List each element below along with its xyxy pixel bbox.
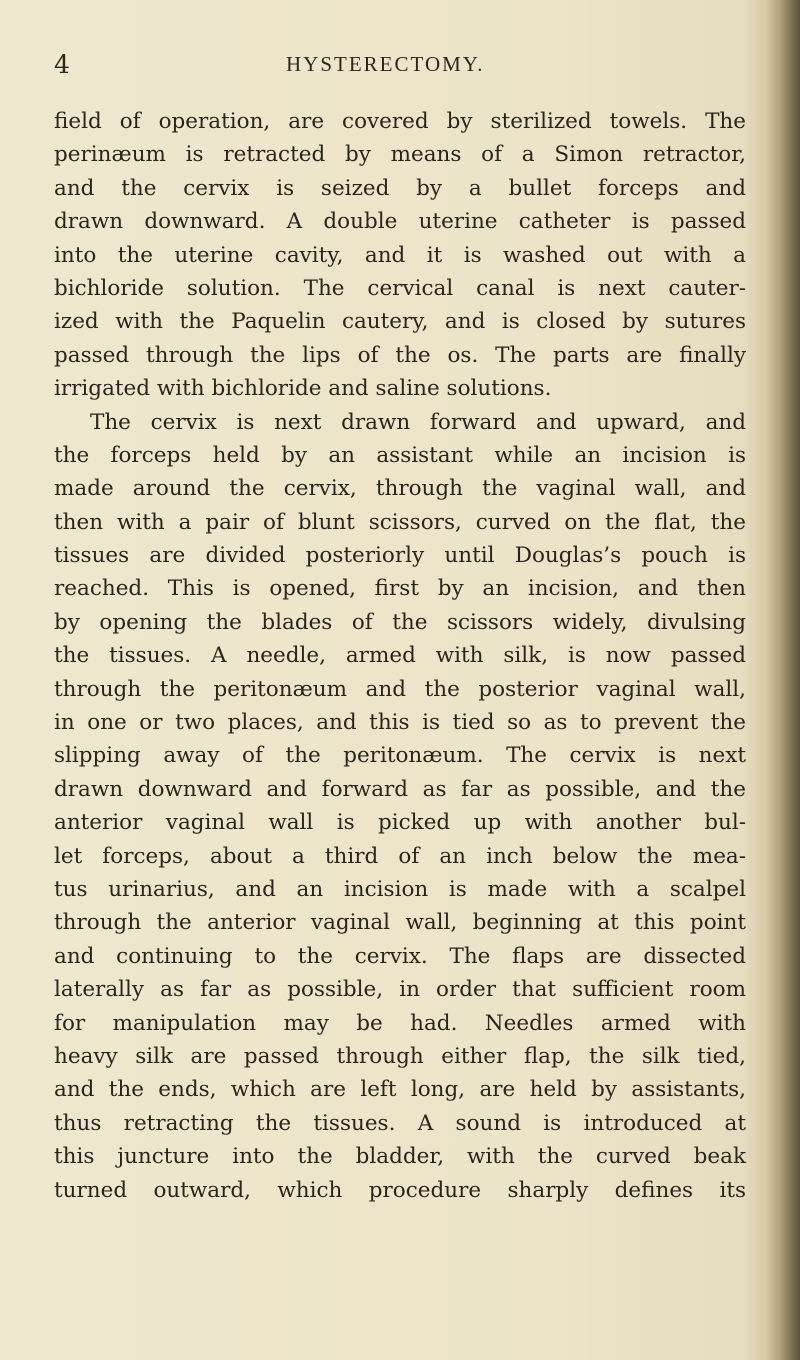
text-line: drawn downward and forward as far as possible, and the: [54, 776, 746, 802]
text-line: turned outward, which procedure sharply defines its: [54, 1177, 746, 1203]
text-line: drawn downward. A double uterine catheter is passed: [54, 209, 746, 235]
paragraph-start-line: The cervix is next drawn forward and upward, and: [90, 409, 746, 435]
text-line: and the cervix is seized by a bullet forceps and: [54, 175, 746, 201]
text-line: and continuing to the cervix. The flaps are dissected: [54, 943, 746, 969]
text-line: bichloride solution. The cervical canal is next cauter-: [54, 275, 746, 301]
text-line: reached. This is opened, first by an incision, and then: [54, 576, 746, 602]
text-line: thus retracting the tissues. A sound is introduced at: [54, 1110, 746, 1136]
text-line: this juncture into the bladder, with the curved beak: [54, 1144, 746, 1170]
text-line: in one or two places, and this is tied so as to prevent the: [54, 710, 746, 736]
text-line: passed through the lips of the os. The parts are finally: [54, 342, 746, 368]
text-line: perinæum is retracted by means of a Simon retractor,: [54, 142, 746, 168]
text-line: through the peritonæum and the posterior vaginal wall,: [54, 676, 746, 702]
text-line: heavy silk are passed through either flap, the silk tied,: [54, 1043, 746, 1069]
text-line: into the uterine cavity, and it is washed out with a: [54, 242, 746, 268]
text-line: laterally as far as possible, in order that sufficient room: [54, 977, 746, 1003]
text-line: then with a pair of blunt scissors, curved on the flat, the: [54, 509, 746, 535]
text-line: and the ends, which are left long, are held by assistants,: [54, 1077, 746, 1103]
body-text: [54, 105, 746, 1207]
page-number: 4: [54, 50, 70, 79]
text-line: the forceps held by an assistant while an incision is: [54, 442, 746, 468]
text-line: field of operation, are covered by sterilized towels. The: [54, 109, 746, 134]
text-line: the tissues. A needle, armed with silk, is now passed: [54, 643, 746, 669]
text-line: tissues are divided posteriorly until Douglas’s pouch is: [54, 543, 746, 569]
text-line: made around the cervix, through the vaginal wall, and: [54, 476, 746, 502]
page-edge-shadow: [766, 0, 800, 1360]
text-line: for manipulation may be had. Needles armed with: [54, 1010, 746, 1036]
text-line: let forceps, about a third of an inch below the mea-: [54, 843, 746, 869]
text-line: anterior vaginal wall is picked up with another bul-: [54, 810, 746, 836]
text-line: ized with the Paquelin cautery, and is closed by sutures: [54, 309, 746, 335]
text-line: through the anterior vaginal wall, beginning at this point: [54, 910, 746, 936]
page-header: [54, 50, 744, 86]
text-line: tus urinarius, and an incision is made with a scalpel: [54, 876, 746, 902]
text-line: by opening the blades of the scissors widely, divulsing: [54, 609, 746, 635]
text-line: slipping away of the peritonæum. The cervix is next: [54, 743, 746, 769]
text-line: irrigated with bichloride and saline solutions.: [54, 376, 552, 402]
running-head: HYSTERECTOMY.: [286, 52, 485, 76]
